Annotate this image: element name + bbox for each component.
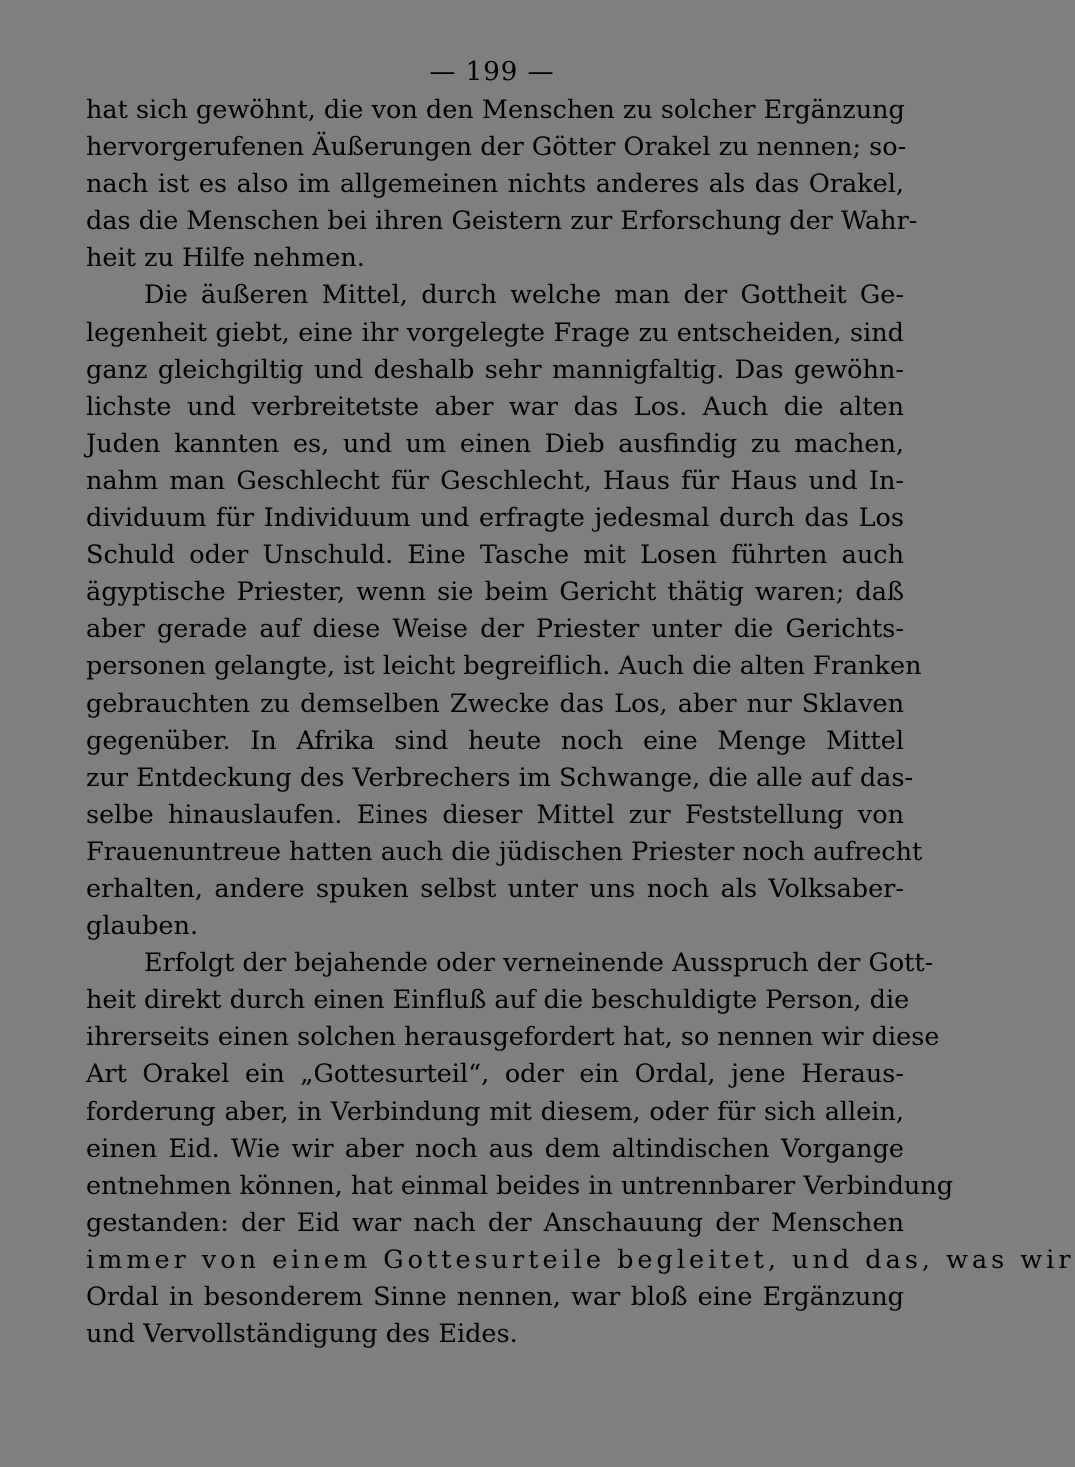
text-line: und Vervollständigung des Eides.: [86, 1319, 518, 1350]
text-line: gegenüber. In Afrika sind heute noch eine Menge Mittel: [86, 725, 904, 756]
text-line: heit direkt durch einen Einfluß auf die beschuldigte Person, die: [86, 985, 910, 1016]
text-line: nach ist es also im allgemeinen nichts anderes als das Orakel,: [86, 169, 904, 200]
text-line: Juden kannten es, und um einen Dieb ausfindig zu machen,: [86, 428, 904, 459]
text-line: forderung aber, in Verbindung mit diesem, oder für sich allein,: [86, 1096, 904, 1127]
text-line: lichste und verbreitetste aber war das Los. Auch die alten: [86, 391, 904, 422]
text-line: ihrerseits einen solchen herausgefordert hat, so nennen wir diese: [86, 1022, 940, 1053]
text-line: erhalten, andere spuken selbst unter uns noch als Volksaber-: [86, 873, 904, 904]
text-line: ganz gleichgiltig und deshalb sehr mannigfaltig. Das gewöhn-: [86, 354, 904, 385]
text-line: dividuum für Individuum und erfragte jedesmal durch das Los: [86, 503, 904, 534]
text-line: gebrauchten zu demselben Zwecke das Los, aber nur Sklaven: [86, 688, 904, 719]
text-line: selbe hinauslaufen. Eines dieser Mittel zur Feststellung von: [86, 799, 904, 830]
text-line: Erfolgt der bejahende oder verneinende Ausspruch der Gott-: [144, 948, 934, 979]
text-line: Die äußeren Mittel, durch welche man der Gottheit Ge-: [144, 280, 904, 311]
text-line: einen Eid. Wie wir aber noch aus dem altindischen Vorgange: [86, 1133, 904, 1164]
text-line: ägyptische Priester, wenn sie beim Gericht thätig waren; daß: [86, 577, 904, 608]
text-line: hat sich gewöhnt, die von den Menschen zu solcher Ergänzung: [86, 95, 905, 125]
paragraph-3: [86, 945, 1075, 1353]
page-number: — 199 —: [429, 57, 555, 87]
text-line: immer von einem Gottesurteile begleitet, und das, was wir: [86, 1244, 1075, 1275]
paragraph-1: [86, 92, 918, 277]
text-line: Frauenuntreue hatten auch die jüdischen Priester noch aufrecht: [86, 836, 923, 867]
text-line: Art Orakel ein „Gottesurteil“, oder ein Ordal, jene Heraus-: [86, 1059, 904, 1090]
text-line: heit zu Hilfe nehmen.: [86, 243, 365, 274]
text-line: entnehmen können, hat einmal beides in untrennbarer Verbindung: [86, 1170, 954, 1201]
text-line: personen gelangte, ist leicht begreiflich. Auch die alten Franken: [86, 651, 922, 682]
text-line: legenheit giebt, eine ihr vorgelegte Frage zu entscheiden, sind: [86, 317, 904, 348]
text-line: Schuld oder Unschuld. Eine Tasche mit Losen führten auch: [86, 540, 904, 571]
text-line: das die Menschen bei ihren Geistern zur Erforschung der Wahr-: [86, 206, 918, 237]
text-line: gestanden: der Eid war nach der Anschauung der Menschen: [86, 1207, 904, 1238]
paragraph-2: [86, 277, 923, 945]
text-line: nahm man Geschlecht für Geschlecht, Haus für Haus und In-: [86, 465, 904, 496]
text-line: glauben.: [86, 911, 199, 942]
text-line: Ordal in besonderem Sinne nennen, war bloß eine Ergänzung: [86, 1282, 904, 1312]
text-line: aber gerade auf diese Weise der Priester unter die Gerichts-: [86, 614, 904, 645]
book-page: [86, 52, 1075, 1353]
text-line: zur Entdeckung des Verbrechers im Schwange, die alle auf das-: [86, 762, 914, 793]
text-line: hervorgerufenen Äußerungen der Götter Orakel zu nennen; so-: [86, 132, 907, 163]
